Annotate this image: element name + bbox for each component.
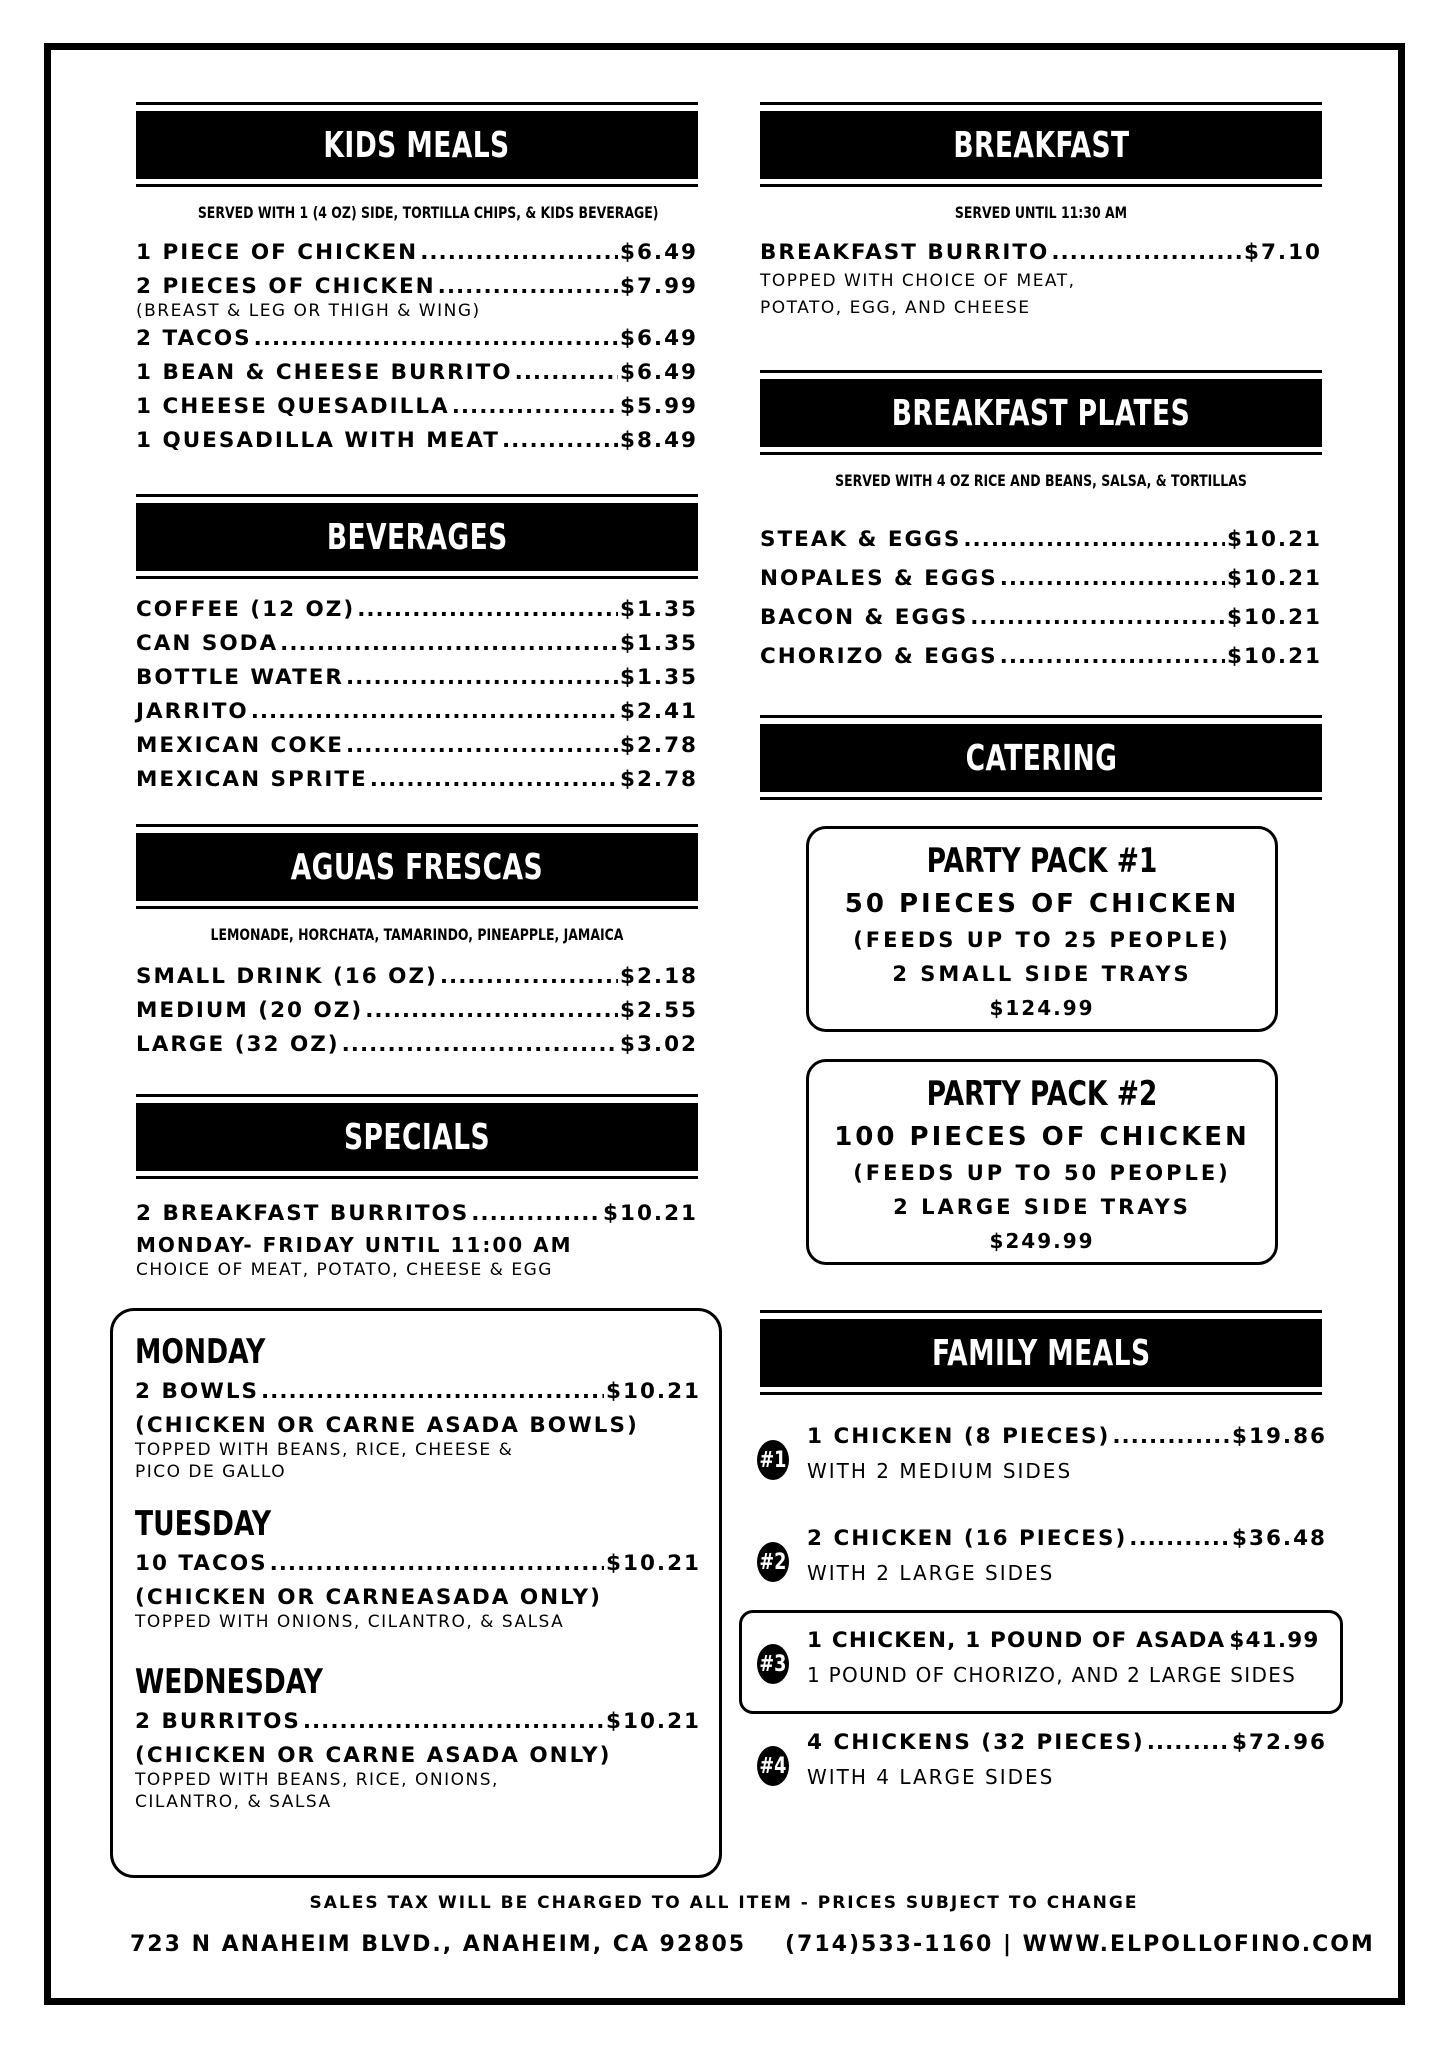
tax-notice: SALES TAX WILL BE CHARGED TO ALL ITEM - PRICES SUBJECT TO CHANGE <box>309 1893 1139 1913</box>
item-note: TOPPED WITH BEANS, RICE, CHEESE & <box>135 1440 514 1460</box>
catering-section <box>760 715 1322 800</box>
number-badge-icon: #1 <box>757 1440 789 1480</box>
menu-item: MEXICAN COKE ..... $2.78 <box>136 729 698 763</box>
pack-title: PARTY PACK #1 <box>926 841 1158 881</box>
menu-item: 1 CHICKEN (8 PIECES) ..... $19.86 <box>807 1420 1327 1454</box>
menu-item: 2 BURRITOS ..... $10.21 <box>135 1705 701 1739</box>
section-title: FAMILY MEALS <box>931 1332 1151 1374</box>
item-note: POTATO, EGG, AND CHEESE <box>760 298 1031 318</box>
beverages-section <box>136 494 698 797</box>
breakfast-plates-header <box>760 370 1322 455</box>
item-note: WITH 2 LARGE SIDES <box>807 1561 1055 1585</box>
contact-info: (714)533-1160 | WWW.ELPOLLOFINO.COM <box>785 1932 1375 1957</box>
aguas-frescas-header <box>136 824 698 909</box>
menu-item: 1 CHICKEN, 1 POUND OF ASADA $41.99 <box>807 1628 1320 1653</box>
day-special-monday <box>135 1333 701 1483</box>
pack-line: 2 SMALL SIDE TRAYS <box>892 962 1192 986</box>
day-detail: (CHICKEN OR CARNE ASADA ONLY) <box>135 1743 612 1768</box>
section-title: AGUAS FRESCAS <box>290 846 544 888</box>
address: 723 N ANAHEIM BLVD., ANAHEIM, CA 92805 <box>130 1932 747 1957</box>
menu-item: SMALL DRINK (16 OZ) ..... $2.18 <box>136 960 698 994</box>
day-detail: (CHICKEN OR CARNE ASADA BOWLS) <box>135 1413 639 1438</box>
aguas-frescas-subtitle: LEMONADE, HORCHATA, TAMARINDO, PINEAPPLE, JAMAICA <box>210 925 624 944</box>
family-meals-header <box>760 1310 1322 1395</box>
specials-hours: MONDAY- FRIDAY UNTIL 11:00 AM <box>136 1233 573 1257</box>
menu-item: COFFEE (12 OZ) ..... $1.35 <box>136 593 698 627</box>
item-note: CILANTRO, & SALSA <box>135 1792 332 1812</box>
beverages-header <box>136 494 698 579</box>
menu-item: MEDIUM (20 OZ) ..... $2.55 <box>136 994 698 1028</box>
menu-item: 1 QUESADILLA WITH MEAT ..... $8.49 <box>136 424 698 458</box>
kids-meals-subtitle: SERVED WITH 1 (4 OZ) SIDE, TORTILLA CHIPS, & KIDS BEVERAGE) <box>197 203 659 222</box>
menu-item: LARGE (32 OZ) ..... $3.02 <box>136 1028 698 1062</box>
number-badge-icon: #3 <box>757 1644 789 1684</box>
family-meals-section <box>760 1310 1322 1395</box>
section-title: BREAKFAST PLATES <box>891 392 1191 434</box>
item-note: WITH 2 MEDIUM SIDES <box>807 1459 1073 1483</box>
pack-price: $249.99 <box>989 1229 1095 1253</box>
party-pack-2-card <box>806 1059 1278 1265</box>
day-title: WEDNESDAY <box>135 1662 324 1702</box>
menu-item: JARRITO ..... $2.41 <box>136 695 698 729</box>
breakfast-subtitle: SERVED UNTIL 11:30 AM <box>954 203 1128 222</box>
day-special-tuesday <box>135 1505 701 1633</box>
catering-header <box>760 715 1322 800</box>
menu-item: BOTTLE WATER ..... $1.35 <box>136 661 698 695</box>
day-title: MONDAY <box>135 1332 266 1372</box>
menu-item: 2 TACOS ..... $6.49 <box>136 322 698 356</box>
item-note: 1 POUND OF CHORIZO, AND 2 LARGE SIDES <box>807 1663 1297 1687</box>
menu-item: 2 CHICKEN (16 PIECES) ..... $36.48 <box>807 1522 1327 1556</box>
item-note: (BREAST & LEG OR THIGH & WING) <box>136 301 481 321</box>
pack-line: (FEEDS UP TO 25 PEOPLE) <box>853 928 1231 952</box>
specials-header <box>136 1094 698 1179</box>
menu-item: 2 BREAKFAST BURRITOS ..... $10.21 <box>136 1197 698 1231</box>
section-title: KIDS MEALS <box>323 124 511 166</box>
specials-description: CHOICE OF MEAT, POTATO, CHEESE & EGG <box>136 1260 553 1280</box>
menu-item: BREAKFAST BURRITO ..... $7.10 <box>760 236 1322 270</box>
aguas-frescas-section <box>136 824 698 1062</box>
pack-line: (FEEDS UP TO 50 PEOPLE) <box>853 1161 1231 1185</box>
menu-item: 2 PIECES OF CHICKEN ..... $7.99 <box>136 270 698 304</box>
menu-item: CHORIZO & EGGS ..... $10.21 <box>760 637 1322 676</box>
pack-line: 2 LARGE SIDE TRAYS <box>893 1195 1191 1219</box>
breakfast-section <box>760 102 1322 322</box>
kids-meals-header <box>136 102 698 187</box>
breakfast-plates-section <box>760 370 1322 676</box>
daily-specials-box <box>110 1308 722 1878</box>
day-title: TUESDAY <box>135 1504 272 1544</box>
item-note: PICO DE GALLO <box>135 1462 287 1482</box>
menu-item: MEXICAN SPRITE ..... $2.78 <box>136 763 698 797</box>
menu-item: BACON & EGGS ..... $10.21 <box>760 598 1322 637</box>
menu-item: 2 BOWLS ..... $10.21 <box>135 1375 701 1409</box>
pack-title: PARTY PACK #2 <box>926 1074 1158 1114</box>
pack-price: $124.99 <box>989 996 1095 1020</box>
item-note: TOPPED WITH BEANS, RICE, ONIONS, <box>135 1770 499 1790</box>
menu-item: 1 PIECE OF CHICKEN ..... $6.49 <box>136 236 698 270</box>
menu-item: NOPALES & EGGS ..... $10.21 <box>760 559 1322 598</box>
specials-section <box>136 1094 698 1281</box>
day-special-wednesday <box>135 1663 701 1813</box>
party-pack-1-card <box>806 826 1278 1032</box>
number-badge-icon: #2 <box>757 1542 789 1582</box>
menu-item: CAN SODA ..... $1.35 <box>136 627 698 661</box>
item-note: WITH 4 LARGE SIDES <box>807 1765 1055 1789</box>
pack-line: 100 PIECES OF CHICKEN <box>834 1122 1250 1152</box>
section-title: SPECIALS <box>344 1116 490 1158</box>
menu-item: STEAK & EGGS ..... $10.21 <box>760 520 1322 559</box>
breakfast-plates-subtitle: SERVED WITH 4 OZ RICE AND BEANS, SALSA, & TORTILLAS <box>835 471 1247 490</box>
family-meals-list <box>757 1420 1325 1820</box>
breakfast-header <box>760 102 1322 187</box>
menu-item: 1 CHEESE QUESADILLA ..... $5.99 <box>136 390 698 424</box>
section-title: BEVERAGES <box>326 516 508 558</box>
item-note: TOPPED WITH CHOICE OF MEAT, <box>760 271 1076 291</box>
menu-item: 4 CHICKENS (32 PIECES) ..... $72.96 <box>807 1726 1327 1760</box>
section-title: CATERING <box>965 737 1117 779</box>
number-badge-icon: #4 <box>757 1746 789 1786</box>
pack-line: 50 PIECES OF CHICKEN <box>844 889 1240 919</box>
menu-item: 10 TACOS ..... $10.21 <box>135 1547 701 1581</box>
section-title: BREAKFAST <box>952 124 1130 166</box>
day-detail: (CHICKEN OR CARNEASADA ONLY) <box>135 1585 602 1610</box>
kids-meals-section <box>136 102 698 458</box>
item-note: TOPPED WITH ONIONS, CILANTRO, & SALSA <box>135 1612 565 1632</box>
menu-item: 1 BEAN & CHEESE BURRITO ..... $6.49 <box>136 356 698 390</box>
